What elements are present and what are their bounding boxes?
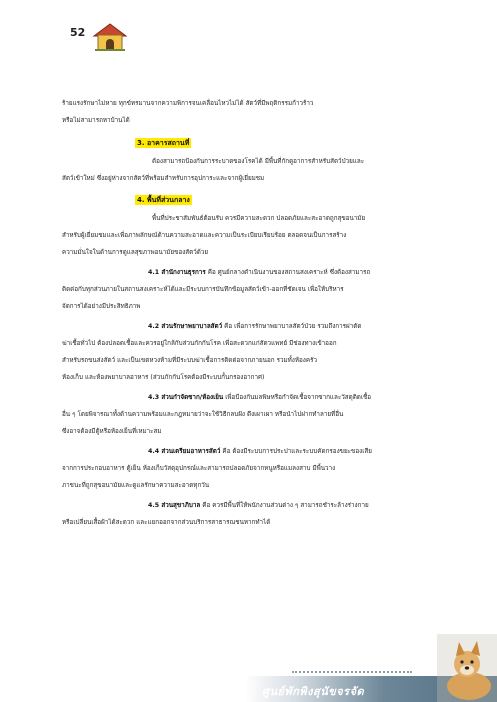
- s42-line-1: [148, 321, 361, 331]
- p4-line-3: ความมั่นใจในด้านการดูแลสุขภาพอนามัยของสัตว์ด้วย: [62, 249, 209, 256]
- s41-line-3: จัดการได้อย่างมีประสิทธิภาพ: [62, 303, 141, 310]
- s43-line-2: อื่น ๆ โดยพิจารณาทั้งด้านความพร้อมและกฎหมายว่าจะใช้วิธีกลบฝัง ดึงเผาเผา หรือนำไปฝากทำลายที่อื่น: [62, 411, 344, 418]
- s44-line-2: จากการประกอบอาหาร ตู้เย็น ห้องเก็บวัสดุอุปกรณ์และสามารถปลอดภัยจากหนูหรือแมลงสาบ มีพื้นวาง: [62, 465, 336, 472]
- intro-line-2: หรือไม่สามารถหาบ้านได้: [62, 117, 130, 124]
- s41-title: 4.1 สำนักงานธุรการ: [148, 269, 206, 276]
- s45-line-1: [148, 500, 369, 510]
- s41-line-1: [148, 267, 370, 277]
- p3-line-1: ต้องสามารถป้องกันการระบาดของโรคได้ มีพื้นที่กักดูอาการสำหรับสัตว์ป่วยและ: [152, 158, 365, 165]
- heading-building: 3. อาคารสถานที่: [137, 139, 190, 147]
- dog-photo: [437, 634, 497, 702]
- doghouse-icon: [92, 22, 128, 52]
- s42-line-3: สำหรับรถขนส่งสัตว์ และเป็นเขตหวงห้ามที่มีระบบฆ่าเชื้อการติดต่อจากภายนอก รวมทั้งห้องครัว: [62, 357, 318, 364]
- s42-title: 4.2 ส่วนรักษาพยาบาลสัตว์: [148, 323, 223, 330]
- p4-line-1: พื้นที่ประชาสัมพันธ์ต้อนรับ ควรมีความสะดวก ปลอดภัยและสะอาดถูกสุขอนามัย: [152, 215, 366, 222]
- s45-title: 4.5 ส่วนสุขาภิบาล: [148, 502, 201, 509]
- s42-line-4: ห้องเก็บ และห้องพยาบาลอาหาร (ส่วนกักกันโรคต้องมีระบบกั้นกรองอากาศ): [62, 374, 265, 381]
- intro-line-1: ร้ายแรงรักษาไม่หาย ทุกข์ทรมานจากความพิการจนเคลื่อนไหวไม่ได้ สัตว์ที่มีพฤติกรรมก้าวร้าว: [62, 100, 314, 107]
- s44-title: 4.4 ส่วนเตรียมอาหารสัตว์: [148, 448, 221, 455]
- footer-title: ศูนย์พักพิงสุนัขจรจัด: [262, 685, 365, 698]
- s43-title: 4.3 ส่วนกำจัดซาก/ห้องเย็น: [148, 394, 224, 401]
- s45-line-2: หรือเปลี่ยนเสื้อผ้าได้สะดวก และแยกออกจากส่วนบริการสาธารณชนหากทำได้: [62, 519, 271, 526]
- s44-text: คือ ต้องมีระบบการประปาและระบบคัดกรองขยะของเสีย: [222, 448, 372, 455]
- p4-line-2: สำหรับผู้เยี่ยมชมและเพื่อภาพลักษณ์ด้านความสะอาดและความเป็นระเบียบเรียบร้อย ตลอดจนเป็นการสร้าง: [62, 232, 347, 239]
- s41-text: คือ ศูนย์กลางดำเนินงานของสถานสงเคราะห์ ซึ่งต้องสามารถ: [207, 269, 371, 276]
- s45-text: คือ ควรมีพื้นที่ให้พนักงานส่วนต่าง ๆ สามารถชำระล้างร่างกาย: [202, 502, 369, 509]
- s43-line-1: [148, 392, 371, 402]
- s44-line-3: ภาชนะที่ถูกสุขอนามัยและดูแลรักษาความสะอาดทุกวัน: [62, 482, 210, 489]
- s44-line-1: [148, 446, 372, 456]
- s42-line-2: ฆ่าเชื้อทั่วไป ต้องปลอดเชื้อและควรอยู่ใกล้กับส่วนกักกันโรค เพื่อสะดวกแก่สัตวแพทย์ มีช่องทางเข้าออก: [62, 340, 337, 347]
- heading-common-area: 4. พื้นที่ส่วนกลาง: [137, 196, 190, 204]
- s43-line-3: ซึ่งอาจต้องมีตู้หรือห้องเย็นที่เหมาะสม: [62, 428, 162, 435]
- s43-text: เพื่อป้องกันมลพิษหรือกำจัดเชื้อจากซากและวัสดุติดเชื้อ: [225, 394, 372, 401]
- s41-line-2: ติดต่อกับทุกส่วนภายในสถานสงเคราะห์ได้และมีระบบการบันทึกข้อมูลสัตว์เข้า-ออกที่ชัดเจน เพื่อให้บริหาร: [62, 286, 344, 293]
- p3-line-2: สัตว์เข้าใหม่ ซึ่งอยู่ห่างจากสัตว์ที่พร้อมสำหรับการอุปการะและจากผู้เยี่ยมชม: [62, 175, 265, 182]
- page-number: 52: [70, 26, 86, 39]
- s42-text: คือ เพื่อการรักษาพยาบาลสัตว์ป่วย รวมถึงการผ่าตัด: [224, 323, 362, 330]
- footer-dotted-rule: [292, 671, 412, 675]
